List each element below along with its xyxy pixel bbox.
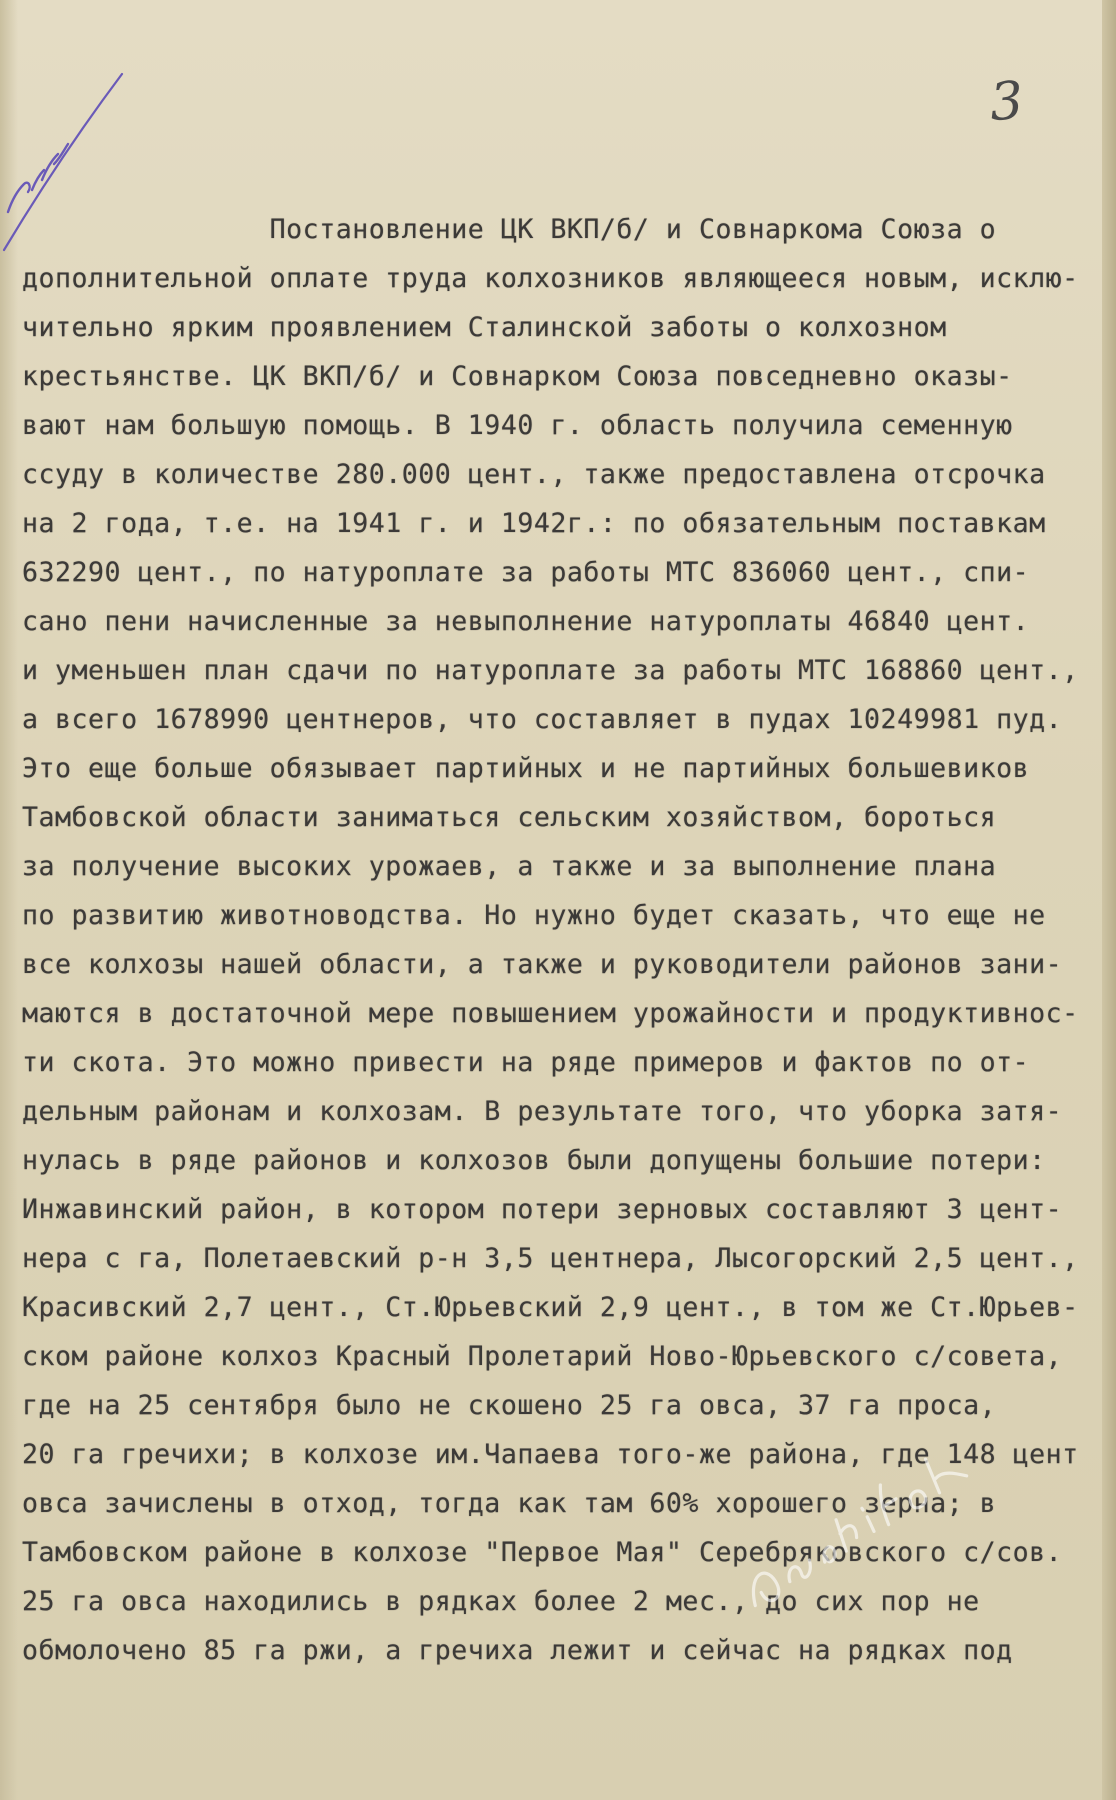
text-line: ском районе колхоз Красный Пролетарий Ново-Юрьевского с/совета,: [22, 1341, 1063, 1372]
text-line: и уменьшен план сдачи по натуроплате за работы МТС 168860 цент.,: [22, 655, 1079, 686]
text-line: Постановление ЦК ВКП/б/ и Совнаркома Союза о: [22, 214, 997, 245]
text-line: чительно ярким проявлением Сталинской заботы о колхозном: [22, 312, 947, 343]
text-line: ти скота. Это можно привести на ряде примеров и фактов по от-: [22, 1047, 1030, 1078]
text-line: Красивский 2,7 цент., Ст.Юрьевский 2,9 цент., в том же Ст.Юрьев-: [22, 1292, 1079, 1323]
text-line: нера с га, Полетаевский р-н 3,5 центнера, Лысогорский 2,5 цент.,: [22, 1243, 1079, 1274]
text-line: нулась в ряде районов и колхозов были допущены большие потери:: [22, 1145, 1046, 1176]
text-line: по развитию животноводства. Но нужно будет сказать, что еще не: [22, 900, 1046, 931]
text-line: Тамбовской области заниматься сельским хозяйством, бороться: [22, 802, 997, 833]
text-line: крестьянстве. ЦК ВКП/б/ и Совнарком Союза повседневно оказы-: [22, 361, 1013, 392]
text-line: за получение высоких урожаев, а также и за выполнение плана: [22, 851, 997, 882]
text-line: дельным районам и колхозам. В результате того, что уборка затя-: [22, 1096, 1063, 1127]
text-line: 25 га овса находились в рядках более 2 мес., до сих пор не: [22, 1586, 980, 1617]
text-line: 632290 цент., по натуроплате за работы МТС 836060 цент., спи-: [22, 557, 1030, 588]
text-line: Это еще больше обязывает партийных и не партийных большевиков: [22, 753, 1030, 784]
text-line: ссуду в количестве 280.000 цент., также предоставлена отсрочка: [22, 459, 1046, 490]
page-edge: [1102, 0, 1116, 1800]
text-line: сано пени начисленные за невыполнение натуроплаты 46840 цент.: [22, 606, 1030, 637]
text-line: все колхозы нашей области, а также и руководители районов зани-: [22, 949, 1063, 980]
text-line: обмолочено 85 га ржи, а гречиха лежит и сейчас на рядках под: [22, 1635, 1013, 1666]
text-line: а всего 1678990 центнеров, что составляет в пудах 10249981 пуд.: [22, 704, 1063, 735]
text-line: дополнительной оплате труда колхозников являющееся новым, исклю-: [22, 263, 1079, 294]
text-line: Инжавинский район, в котором потери зерновых составляют 3 цент-: [22, 1194, 1063, 1225]
text-line: маются в достаточной мере повышением урожайности и продуктивнос-: [22, 998, 1079, 1029]
text-line: овса зачислены в отход, тогда как там 60% хорошего зерна; в: [22, 1488, 997, 1519]
text-line: Тамбовском районе в колхозе "Первое Мая" Серебряковского с/сов.: [22, 1537, 1063, 1568]
text-line: где на 25 сентября было не скошено 25 га овса, 37 га проса,: [22, 1390, 997, 1421]
page-number: 3: [987, 70, 1026, 134]
text-line: 20 га гречихи; в колхозе им.Чапаева того-же района, где 148 цент: [22, 1439, 1079, 1470]
text-line: вают нам большую помощь. В 1940 г. область получила семенную: [22, 410, 1013, 441]
text-line: на 2 года, т.е. на 1941 г. и 1942г.: по обязательным поставкам: [22, 508, 1046, 539]
